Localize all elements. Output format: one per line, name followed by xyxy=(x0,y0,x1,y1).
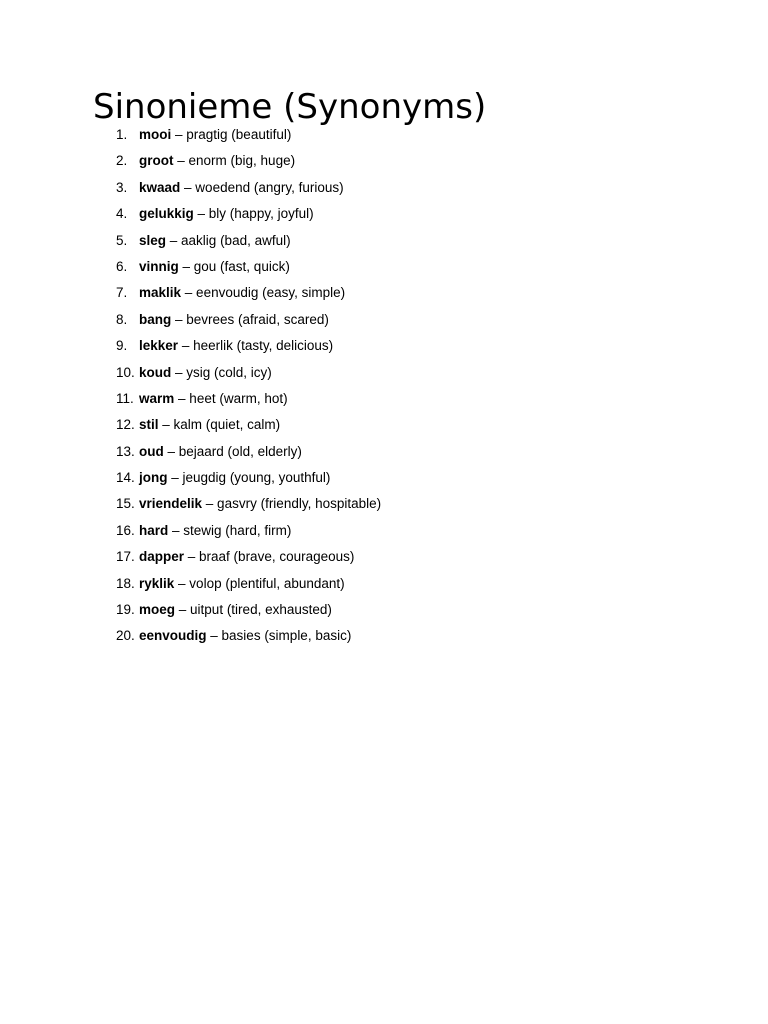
item-number: 1. xyxy=(116,127,128,142)
afrikaans-word: mooi xyxy=(139,127,172,142)
item-entry xyxy=(139,491,381,517)
synonym-text: – aaklig (bad, awful) xyxy=(169,232,291,248)
item-number: 18. xyxy=(116,575,135,591)
item-number: 19. xyxy=(116,602,135,618)
item-entry xyxy=(139,254,290,280)
synonym-text: – kalm (quiet, calm) xyxy=(162,417,281,433)
synonym-text: – gou (fast, quick) xyxy=(182,258,290,274)
synonym-text: – heerlik (tasty, delicious) xyxy=(181,338,334,354)
item-number: 15. xyxy=(116,496,135,512)
synonym-text: – uitput (tired, exhausted) xyxy=(178,602,332,618)
item-number: 3. xyxy=(116,179,128,195)
item-number: 8. xyxy=(116,311,128,327)
synonym-text: – braaf (brave, courageous) xyxy=(187,549,355,565)
synonym-text: – ysig (cold, icy) xyxy=(175,364,272,380)
afrikaans-word: vinnig xyxy=(139,258,179,274)
afrikaans-word: vriendelik xyxy=(139,496,203,512)
item-number: 6. xyxy=(116,258,128,274)
item-entry xyxy=(139,623,351,649)
item-number: 20. xyxy=(116,628,135,644)
afrikaans-word: dapper xyxy=(139,549,185,565)
item-entry xyxy=(139,148,295,174)
afrikaans-word: sleg xyxy=(139,232,167,248)
afrikaans-word: koud xyxy=(139,364,172,380)
synonym-text: – basies (simple, basic) xyxy=(210,628,352,644)
afrikaans-word: gelukkig xyxy=(139,206,194,222)
synonym-text: – enorm (big, huge) xyxy=(177,153,296,169)
synonym-text: – pragtig (beautiful) xyxy=(175,127,292,142)
item-entry xyxy=(139,280,345,306)
afrikaans-word: oud xyxy=(139,443,164,459)
item-number: 10. xyxy=(116,364,135,380)
item-number: 13. xyxy=(116,443,135,459)
item-entry xyxy=(139,307,329,333)
item-entry xyxy=(139,544,354,570)
item-entry xyxy=(139,360,272,386)
afrikaans-word: kwaad xyxy=(139,179,181,195)
synonym-text: – gasvry (friendly, hospitable) xyxy=(205,496,382,512)
synonym-text: – woedend (angry, furious) xyxy=(184,179,344,195)
synonym-text: – bly (happy, joyful) xyxy=(197,206,314,222)
item-entry xyxy=(139,228,291,254)
item-entry xyxy=(139,518,291,544)
afrikaans-word: moeg xyxy=(139,602,176,618)
synonym-text: – heet (warm, hot) xyxy=(178,390,288,406)
afrikaans-word: hard xyxy=(139,522,169,538)
afrikaans-word: maklik xyxy=(139,285,182,301)
afrikaans-word: bang xyxy=(139,311,172,327)
item-number: 17. xyxy=(116,549,135,565)
item-entry xyxy=(139,122,291,148)
item-entry xyxy=(139,201,314,227)
item-entry xyxy=(139,333,333,359)
item-number: 12. xyxy=(116,417,135,433)
synonym-text: – volop (plentiful, abundant) xyxy=(178,575,345,591)
synonym-text: – eenvoudig (easy, simple) xyxy=(184,285,346,301)
item-entry xyxy=(139,412,280,438)
item-number: 4. xyxy=(116,206,128,222)
item-number: 2. xyxy=(116,153,128,169)
afrikaans-word: lekker xyxy=(139,338,179,354)
item-number: 9. xyxy=(116,338,128,354)
afrikaans-word: eenvoudig xyxy=(139,628,207,644)
afrikaans-word: ryklik xyxy=(139,575,175,591)
item-number: 5. xyxy=(116,232,128,248)
synonym-text: – bevrees (afraid, scared) xyxy=(175,311,329,327)
item-number: 7. xyxy=(116,285,128,301)
afrikaans-word: stil xyxy=(139,417,159,433)
item-entry xyxy=(139,439,302,465)
item-entry xyxy=(139,597,332,623)
item-number: 11. xyxy=(116,390,134,406)
synonym-text: – stewig (hard, firm) xyxy=(172,522,292,538)
synonym-text: – bejaard (old, elderly) xyxy=(167,443,302,459)
item-number: 16. xyxy=(116,522,135,538)
page-title: Sinonieme (Synonyms) xyxy=(93,87,487,127)
item-number: 14. xyxy=(116,470,135,486)
afrikaans-word: jong xyxy=(139,470,168,486)
item-entry xyxy=(139,175,344,201)
afrikaans-word: warm xyxy=(139,390,175,406)
item-entry xyxy=(139,386,288,412)
item-entry xyxy=(139,571,345,597)
synonym-text: – jeugdig (young, youthful) xyxy=(171,470,331,486)
afrikaans-word: groot xyxy=(139,153,174,169)
item-entry xyxy=(139,465,330,491)
